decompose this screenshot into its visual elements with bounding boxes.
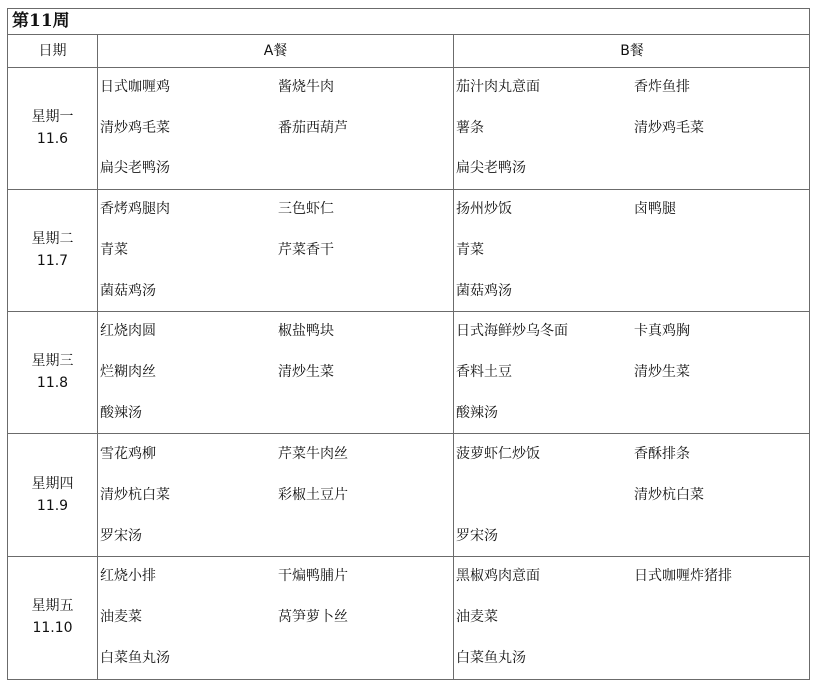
dish: 日式咖喱炸猪排 xyxy=(634,568,732,584)
dish: 油麦菜 xyxy=(456,609,498,625)
divider xyxy=(7,189,810,190)
dish: 清炒生菜 xyxy=(278,364,334,380)
date-label: 11.8 xyxy=(36,375,69,391)
dish: 扬州炒饭 xyxy=(456,201,512,217)
date-label: 11.10 xyxy=(32,620,73,636)
dish: 雪花鸡柳 xyxy=(100,446,156,462)
dish: 清炒杭白菜 xyxy=(100,487,170,503)
dish: 卡真鸡胸 xyxy=(634,323,690,339)
header-date: 日期 xyxy=(38,43,67,59)
divider xyxy=(453,34,454,680)
week-title: 第11周 xyxy=(12,11,70,31)
dish: 扁尖老鸭汤 xyxy=(456,160,526,176)
dish: 日式海鲜炒乌冬面 xyxy=(456,323,568,339)
weekday-label: 星期一 xyxy=(31,109,74,125)
dish: 青菜 xyxy=(456,242,484,258)
dish: 椒盐鸭块 xyxy=(278,323,334,339)
dish: 莴笋萝卜丝 xyxy=(278,609,348,625)
dish: 罗宋汤 xyxy=(100,528,142,544)
dish: 酸辣汤 xyxy=(100,405,142,421)
dish: 茄汁肉丸意面 xyxy=(456,79,540,95)
divider xyxy=(7,556,810,557)
dish: 清炒杭白菜 xyxy=(634,487,704,503)
dish: 香酥排条 xyxy=(634,446,690,462)
weekday-label: 星期二 xyxy=(31,231,74,247)
dish: 黑椒鸡肉意面 xyxy=(456,568,540,584)
dish: 芹菜香干 xyxy=(278,242,334,258)
dish: 番茄西葫芦 xyxy=(278,120,348,136)
dish: 清炒鸡毛菜 xyxy=(100,120,170,136)
dish: 烂糊肉丝 xyxy=(100,364,156,380)
dish: 彩椒土豆片 xyxy=(278,487,348,503)
dish: 菌菇鸡汤 xyxy=(456,283,512,299)
dish: 酱烧牛肉 xyxy=(278,79,334,95)
divider xyxy=(7,67,810,68)
date-label: 11.7 xyxy=(36,253,69,269)
weekday-label: 星期三 xyxy=(31,353,74,369)
dish: 香炸鱼排 xyxy=(634,79,690,95)
dish: 罗宋汤 xyxy=(456,528,498,544)
header-a-meal: A餐 xyxy=(263,43,288,59)
dish: 卤鸭腿 xyxy=(634,201,676,217)
dish: 油麦菜 xyxy=(100,609,142,625)
dish: 三色虾仁 xyxy=(278,201,334,217)
dish: 薯条 xyxy=(456,120,484,136)
dish: 清炒生菜 xyxy=(634,364,690,380)
divider xyxy=(7,433,810,434)
header-b-meal: B餐 xyxy=(620,43,644,59)
dish: 白菜鱼丸汤 xyxy=(456,650,526,666)
date-label: 11.9 xyxy=(36,498,69,514)
dish: 香烤鸡腿肉 xyxy=(100,201,170,217)
dish: 菠萝虾仁炒饭 xyxy=(456,446,540,462)
dish: 红烧小排 xyxy=(100,568,156,584)
dish: 白菜鱼丸汤 xyxy=(100,650,170,666)
date-label: 11.6 xyxy=(36,131,69,147)
dish: 青菜 xyxy=(100,242,128,258)
dish: 香料土豆 xyxy=(456,364,512,380)
dish: 酸辣汤 xyxy=(456,405,498,421)
dish: 菌菇鸡汤 xyxy=(100,283,156,299)
weekday-label: 星期四 xyxy=(31,476,74,492)
dish: 红烧肉圆 xyxy=(100,323,156,339)
weekday-label: 星期五 xyxy=(31,598,74,614)
divider xyxy=(97,34,98,680)
dish: 扁尖老鸭汤 xyxy=(100,160,170,176)
dish: 芹菜牛肉丝 xyxy=(278,446,348,462)
divider xyxy=(7,311,810,312)
dish: 干煸鸭脯片 xyxy=(278,568,348,584)
dish: 日式咖喱鸡 xyxy=(100,79,170,95)
dish: 清炒鸡毛菜 xyxy=(634,120,704,136)
